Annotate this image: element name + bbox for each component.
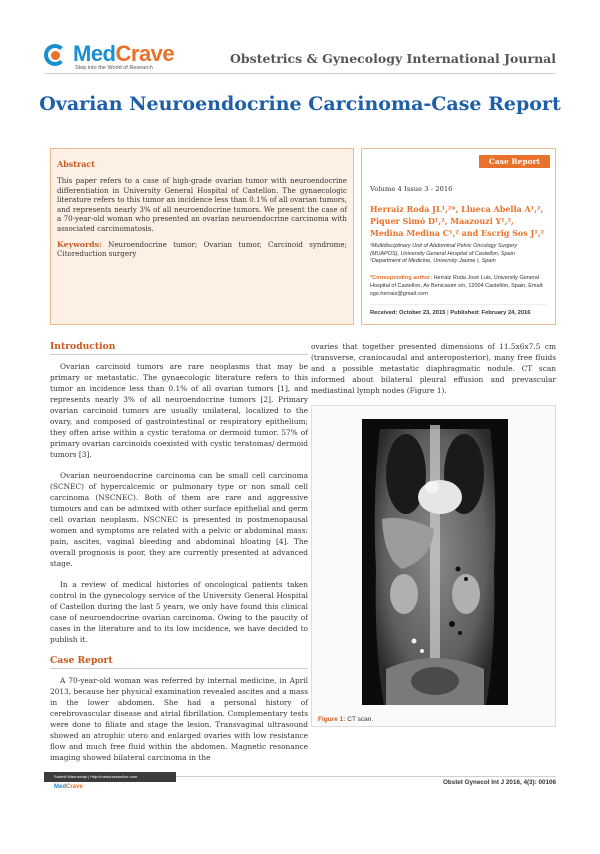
author-list: Herraiz Roda JL¹,²*, Llueca Abella A¹,², Piquer Simó D¹,², Maazouzi Y¹,², Medina Medina C¹,² and Escrig Sos J¹,²	[370, 204, 545, 238]
logo-wordmark: MedCrave	[73, 41, 175, 66]
paragraph: ovaries that together presented dimensions of 11.5x6x7.5 cm (transverse, craniocaudal and anteroposterior), many free fluids and a possible metastatic diaphragmatic nodule. CT scan informed about bilateral pleural effusion and prevascular mediastinal lymph nodes (Figure 1).	[311, 342, 556, 395]
figure-caption: Figure 1: CT scan.	[318, 716, 374, 723]
journal-name: Obstetrics & Gynecology International Journal	[230, 51, 556, 66]
article-type-badge: Case Report	[479, 155, 550, 168]
corresponding-author-label: *Corresponding author:	[370, 274, 433, 281]
corresponding-author: *Corresponding author: Herraiz Roda José Luis, University General Hospital of Castellon, Av Benicasim s/n, 12004 Castellón, Spain, Email: sgo.herraiz@gmail.com	[370, 274, 544, 298]
keywords	[57, 240, 347, 259]
right-column	[311, 341, 556, 406]
section-heading-case-report: Case Report	[50, 655, 308, 669]
abstract-text: This paper refers to a case of high-grade ovarian tumor with neuroendocrine differentiation in University General Hospital of Castellon. The gynaecologic literature refers to this tumor an incidence less than 0.1% of all ovarian tumors, and represents nearly 3% of all neuroendocrine tumors. We present the case of a 70-year-old woman who presented an ovarian neuroendocrine carcinoma with associated carcinomatosis.	[57, 176, 347, 233]
author-email-link[interactable]: sgo.herraiz@gmail.com	[370, 291, 428, 298]
medcrave-logo-icon	[44, 42, 70, 68]
abstract-heading: Abstract	[57, 159, 95, 169]
figure-label: Figure 1:	[318, 716, 346, 723]
article-title: Ovarian Neuroendocrine Carcinoma-Case Report	[39, 93, 561, 115]
left-column	[50, 341, 308, 773]
paragraph: Ovarian neuroendocrine carcinoma can be small cell carcinoma (SCNEC) of hypercalcemic or pulmonary type or non small cell carcinoma (NSCNEC). Both of them are rare and aggressive tumours and can be admixed with other surface epithelial and germ cell ovarian neoplasm. NSCNEC is presented in postmenopausal women and symptoms are related with a pelvic or abdominal mass: pain, ascites, vaginal bleeding and abdominal bloating [4]. The overall prognosis is poor, they are currently presented at advanced stage.	[50, 471, 308, 568]
received-date: Received: October 23, 2015	[370, 310, 446, 316]
article-dates: Received: October 23, 2015 | Published: February 24, 2016	[370, 304, 547, 316]
citation: Obstet Gynecol Int J 2016, 4(3): 00106	[442, 779, 556, 786]
figure-1	[311, 405, 556, 727]
section-heading-introduction: Introduction	[50, 341, 308, 355]
abstract-box	[50, 148, 354, 325]
article-info-box	[361, 148, 556, 325]
affiliation-2: ²Department of Medicine, University Jaume I, Spain	[370, 258, 496, 265]
submit-manuscript-link[interactable]: Submit Manuscript | http://medcraveonline.com	[44, 772, 176, 782]
affiliation-1: ¹Multidisciplinary Unit of Abdominal Pelvic Oncology Surgery (MUAPOS), University General Hospital of Castellon, Spain	[370, 243, 518, 257]
paragraph: In a review of medical histories of oncological patients taken control in the gynecology service of the University General Hospital of Castellon during the last 5 years, we only have found this clinical case of neuroendocrine ovarian carcinoma. Owing to the paucity of cases in the literature and to its low incidence, we have decided to publish it.	[50, 580, 308, 644]
keywords-label: Keywords:	[57, 239, 102, 249]
volume-issue: Volume 4 Issue 3 - 2016	[370, 185, 453, 193]
header-divider	[44, 73, 556, 74]
paragraph: Ovarian carcinoid tumors are rare neoplasms that may be primary or metastatic. The gynaecologic literature refers to this tumor an incidence less than 0.1% of all ovarian tumors [1], and represents nearly 3% of all neuroendocrine tumors [2]. Primary ovarian carcinoid tumors are usually unilateral, localized to the ovary, and composed of gastrointestinal or respiratory epithelium; they often arise within a cystic teratoma or dermoid tumor. 57% of primary ovarian carcinoids coexisted with cystic teratomas/ dermoid tumors [3].	[50, 362, 308, 459]
ct-scan-image	[362, 419, 508, 705]
keywords-text: Neuroendocrine tumor; Ovarian tumor, Carcinoid syndrome; Citoreduction surgery	[57, 239, 347, 259]
published-date: Published: February 24, 2016	[450, 310, 531, 316]
paragraph: A 70-year-old woman was referred by internal medicine, in April 2013, because her physical examination revealed ascites and a mass in the lower abdomen. She had a personal history of cerebrovascular disease and atrial fibrillation. Complementary tests were done to filiate and stage the lesion. Transvaginal ultrasound showed an atrophic utero and enlarged ovaries with low resistance flow and much free fluid within the abdomen. Magnetic resonance imaging showed bilateral carcinoma in the	[50, 676, 308, 762]
footer-logo: MedCrave	[54, 784, 83, 790]
logo-tagline: Step into the World of Research	[75, 65, 153, 71]
